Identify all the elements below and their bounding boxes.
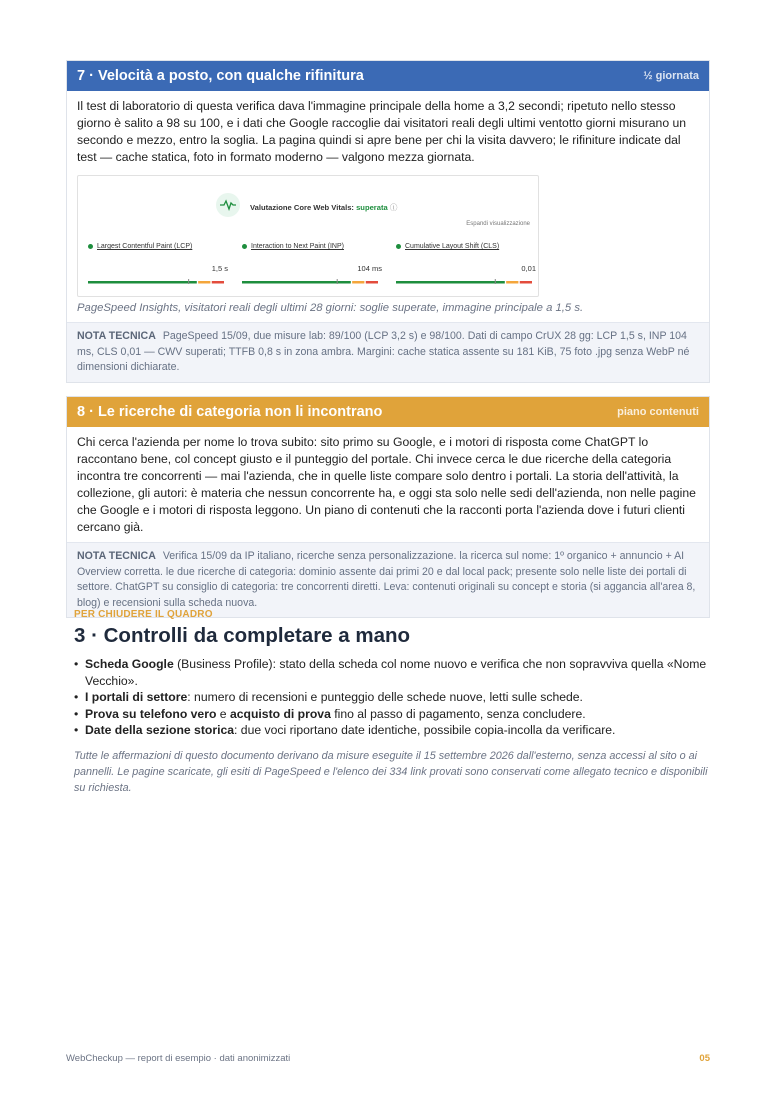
card-7-body <box>67 91 709 322</box>
cwv-title-prefix: Valutazione Core Web Vitals: <box>250 203 354 212</box>
card-7-text: Il test di laboratorio di questa verifica dava l'immagine principale della home a 3,2 secondi; ripetuto nello stesso giorno è salito a 98 su 100, e i dati che Google raccoglie dai visitatori reali degli ultimi ventotto giorni misurano un secondo e mezzo, entro la soglia. La pagina quindi si apre bene per chi la visita davvero; le rifiniture indicate dal test — cache statica, foto in formato moderno — valgono mezza giornata. <box>77 99 687 164</box>
needs-improvement-segment <box>352 281 364 284</box>
note-label: NOTA TECNICA <box>77 550 156 562</box>
good-status-dot <box>88 244 93 249</box>
card-8-technical-note <box>67 542 709 617</box>
cwv-status: superata <box>356 203 388 212</box>
metric-marker <box>188 279 189 284</box>
item-text: e <box>216 706 230 721</box>
metric-value: 0,01 <box>521 264 536 273</box>
item-bold: I portali di settore <box>85 690 188 704</box>
metric-distribution-bar <box>242 279 378 284</box>
poor-segment <box>212 281 224 284</box>
checklist-item <box>74 689 710 706</box>
section-footnote: Tutte le affermazioni di questo documento derivano da misure eseguite il 15 settembre 2026 dall'esterno, senza accessi al sito o ai pannelli. Le pagine scaricate, gli esiti di PageSpeed e l'elenco dei 334 link provati sono conservati come allegato tecnico e disponibili su richiesta. <box>74 749 708 794</box>
expand-view-link[interactable]: Espandi visualizzazione <box>466 221 530 227</box>
good-status-dot <box>396 244 401 249</box>
item-text: : numero di recensioni e punteggio delle schede nuove, letti sulle schede. <box>187 690 583 704</box>
metric-cls <box>396 238 536 284</box>
card-8-text: Chi cerca l'azienda per nome lo trova subito: sito primo su Google, e i motori di risposta come ChatGPT lo raccontano bene, col concept giusto e il punteggio del portale. Chi invece cerca le due ricerche della categoria incontra tre concorrenti — mai l'azienda, che in quelle liste compare solo dentro i portali. La storia dell'attività, la collezione, gli autori: è materia che nessun concorrente ha, e oggi sta solo nelle sedi dell'azienda, non nelle pagine che Google e i motori di risposta leggono. Un piano di contenuti che la racconti porta l'azienda dove i futuri clienti cercano già. <box>77 435 696 534</box>
note-label: NOTA TECNICA <box>77 330 156 342</box>
card-7-title: 7 · Velocità a posto, con qualche rifinitura <box>77 68 364 84</box>
page-number: 05 <box>699 1053 710 1064</box>
pagespeed-screenshot <box>77 175 539 297</box>
section-manual-checks <box>74 609 710 796</box>
page-footer <box>66 1053 710 1064</box>
good-segment <box>396 281 505 284</box>
metric-value: 104 ms <box>357 264 382 273</box>
good-segment <box>88 281 197 284</box>
metric-name[interactable]: Interaction to Next Paint (INP) <box>251 243 344 250</box>
screenshot-caption: PageSpeed Insights, visitatori reali degli ultimi 28 giorni: soglie superate, immagine principale a 1,5 s. <box>77 302 584 314</box>
section-title: 3 · Controlli da completare a mano <box>74 624 411 647</box>
metric-marker <box>495 279 496 284</box>
card-7-effort-tag: ½ giornata <box>643 70 699 82</box>
item-bold: Scheda Google <box>85 657 174 671</box>
checklist-item <box>74 722 710 739</box>
footer-text: WebCheckup — report di esempio · dati anonimizzati <box>66 1053 291 1064</box>
checklist-item <box>74 656 710 689</box>
checklist-item <box>74 706 710 723</box>
poor-segment <box>366 281 378 284</box>
card-8-title: 8 · Le ricerche di categoria non li incontrano <box>77 404 383 420</box>
section-eyebrow: PER CHIUDERE IL QUADRO <box>74 609 213 620</box>
finding-card-8 <box>66 396 710 618</box>
item-text: : due voci riportano date identiche, possibile copia-incolla da verificare. <box>234 723 616 737</box>
card-7-header <box>67 61 709 91</box>
metric-distribution-bar <box>396 279 532 284</box>
card-8-body <box>67 427 709 542</box>
needs-improvement-segment <box>506 281 518 284</box>
card-8-header <box>67 397 709 427</box>
item-bold: Prova su telefono vero <box>85 706 217 721</box>
info-icon: ⓘ <box>389 203 398 212</box>
metric-lcp <box>88 238 228 284</box>
finding-card-7 <box>66 60 710 383</box>
good-status-dot <box>242 244 247 249</box>
metric-name[interactable]: Cumulative Layout Shift (CLS) <box>405 243 500 250</box>
metric-name[interactable]: Largest Contentful Paint (LCP) <box>97 243 193 250</box>
metric-inp <box>242 238 382 284</box>
poor-segment <box>520 281 532 284</box>
checklist <box>74 656 710 739</box>
metric-marker <box>337 279 338 284</box>
note-text: Verifica 15/09 da IP italiano, ricerche senza personalizzazione. la ricerca sul nome: 1º organico + annuncio + AI Overview corretta. le due ricerche di categoria: dominio assente dai primi 20 e dal local pack; presente solo nelle liste dei portali di settore. ChatGPT su consiglio di categoria: tre concorrenti diretti. Leva: contenuti originali su concept e storia (si aggancia all'area 8, blog) e recensioni sulla scheda nuova. <box>77 550 696 609</box>
metric-value: 1,5 s <box>211 264 228 273</box>
note-text: PageSpeed 15/09, due misure lab: 89/100 (LCP 3,2 s) e 98/100. Dati di campo CrUX 28 gg: LCP 1,5 s, INP 104 ms, CLS 0,01 — CWV superati; TTFB 0,8 s in zona ambra. Margini: cache statica assente su 181 KiB, 75 foto .jpg senza WebP né dimensioni dichiarate. <box>77 330 690 373</box>
item-bold-2: acquisto di prova <box>229 706 331 721</box>
core-web-vitals-icon <box>216 193 240 217</box>
metric-distribution-bar <box>88 279 224 284</box>
item-bold: Date della sezione storica <box>85 723 235 737</box>
item-text: (Business Profile): stato della scheda col nome nuovo e verifica che non sopravviva quella «Nome Vecchio». <box>85 657 707 688</box>
good-segment <box>242 281 351 284</box>
item-text-2: fino al passo di pagamento, senza concludere. <box>330 706 586 721</box>
card-7-technical-note <box>67 322 709 382</box>
card-8-effort-tag: piano contenuti <box>617 406 699 418</box>
cwv-assessment-title <box>250 199 397 216</box>
needs-improvement-segment <box>198 281 210 284</box>
